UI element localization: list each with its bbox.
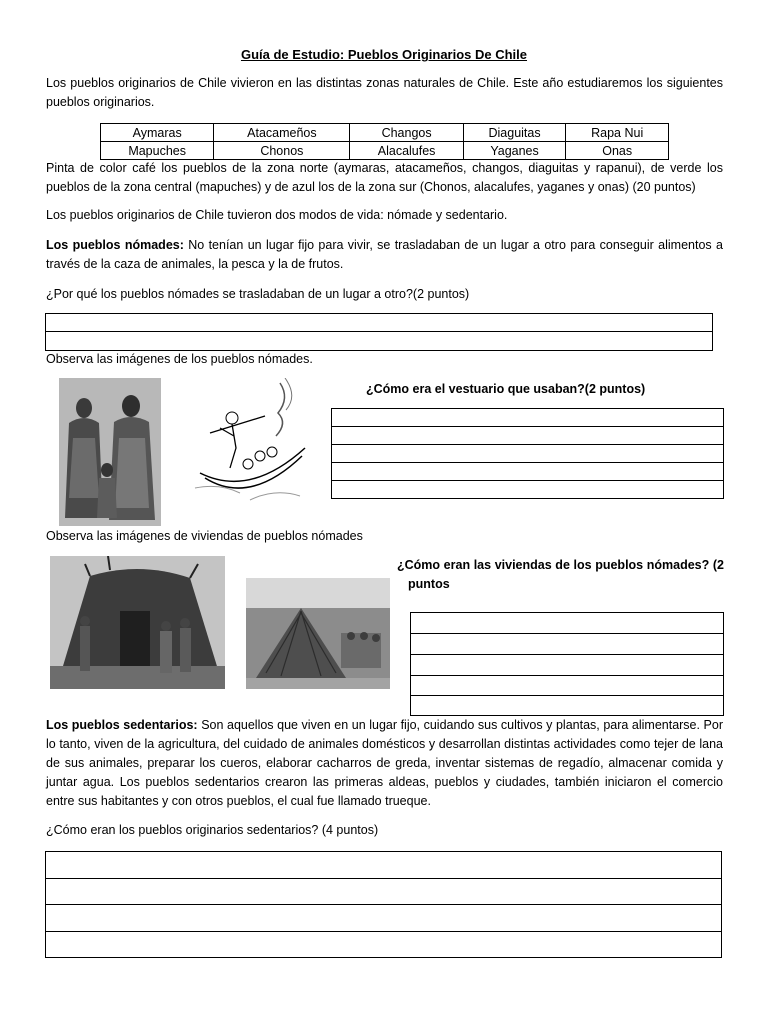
page-title: Guía de Estudio: Pueblos Originarios De Chile — [240, 47, 528, 62]
answer-line — [410, 654, 724, 655]
hut-photo-illustration — [246, 578, 390, 689]
table-cell[interactable]: Chonos — [214, 142, 350, 160]
table-row — [101, 142, 669, 160]
table-cell[interactable]: Rapa Nui — [566, 124, 669, 142]
answer-line — [410, 675, 724, 676]
tent-photo-illustration — [50, 556, 225, 689]
sedentary-text: Son aquellos que viven en un lugar fijo, cuidando sus cultivos y plantas, para alimentarse. Por lo tanto, viven de la agricultura, del cuidado de animales domésticos y desarrollan distintas actividades como tejer de lana de sus animales, preparar los cueros, elaborar cacharros de greda, inventar sistemas de regadío, almacenar comida y juntar agua. Los pueblos sedentarios crearon las primeras aldeas, pueblos y ciudades, también iniciaron el comercio entre sus habitantes y con otros pueblos, el cual fue llamado trueque. — [46, 718, 724, 808]
nomads-text: No tenían un lugar fijo para vivir, se trasladaban de un lugar a otro para conseguir alimentos a través de la caza de animales, la pesca y la de frutos. — [46, 238, 723, 271]
answer-line — [331, 426, 724, 427]
table-cell[interactable]: Atacameños — [214, 124, 350, 142]
table-cell[interactable]: Mapuches — [101, 142, 214, 160]
canoe-drawing — [190, 378, 310, 508]
table-cell[interactable]: Changos — [350, 124, 463, 142]
answer-line — [45, 931, 722, 932]
nomad-people-illustration — [59, 378, 161, 526]
answer-box-1[interactable] — [45, 313, 713, 351]
observe-housing-text: Observa las imágenes de viviendas de pueblos nómades — [46, 529, 363, 543]
sedentary-label: Los pueblos sedentarios: — [46, 718, 198, 732]
answer-line — [331, 480, 724, 481]
answer-line — [331, 444, 724, 445]
table-row — [101, 124, 669, 142]
intro-paragraph: Los pueblos originarios de Chile vivieron en las distintas zonas naturales de Chile. Este año estudiaremos los siguientes pueblos originarios. — [46, 76, 723, 109]
answer-line — [45, 904, 722, 905]
paint-instruction: Pinta de color café los pueblos de la zona norte (aymaras, atacameños, changos, diaguitas y rapanui), de verde los pueblos de la zona central (mapuches) y de azul los de la zona sur (Chonos, alacalufes, yaganes y onas) (20 puntos) — [46, 161, 723, 194]
table-cell[interactable]: Diaguitas — [463, 124, 566, 142]
question-3-line-1: ¿Cómo eran las viviendas de los pueblos nómades? (2 — [397, 558, 724, 572]
hut-photo — [246, 578, 390, 689]
sedentary-paragraph — [46, 716, 723, 811]
question-4: ¿Cómo eran los pueblos originarios sedentarios? (4 puntos) — [46, 823, 379, 837]
answer-box-2[interactable] — [331, 408, 724, 499]
nomads-paragraph — [46, 236, 723, 274]
table-cell[interactable]: Aymaras — [101, 124, 214, 142]
tribes-table — [100, 123, 669, 160]
answer-line — [331, 462, 724, 463]
question-3-line-2: puntos — [408, 577, 450, 591]
question-2: ¿Cómo era el vestuario que usaban?(2 puntos) — [366, 382, 646, 396]
answer-line — [45, 878, 722, 879]
two-modes-text: Los pueblos originarios de Chile tuvieron dos modos de vida: nómade y sedentario. — [46, 208, 508, 222]
table-cell[interactable]: Onas — [566, 142, 669, 160]
table-cell[interactable]: Alacalufes — [350, 142, 463, 160]
answer-line — [410, 695, 724, 696]
question-1: ¿Por qué los pueblos nómades se trasladaban de un lugar a otro?(2 puntos) — [46, 287, 470, 301]
answer-line — [45, 331, 713, 332]
nomad-people-photo — [59, 378, 161, 526]
answer-line — [410, 633, 724, 634]
tent-photo — [50, 556, 225, 689]
answer-box-3[interactable] — [410, 612, 724, 716]
canoe-illustration — [190, 378, 310, 508]
observe-images-text: Observa las imágenes de los pueblos nómades. — [46, 352, 313, 366]
nomads-label: Los pueblos nómades: — [46, 238, 184, 252]
table-cell[interactable]: Yaganes — [463, 142, 566, 160]
